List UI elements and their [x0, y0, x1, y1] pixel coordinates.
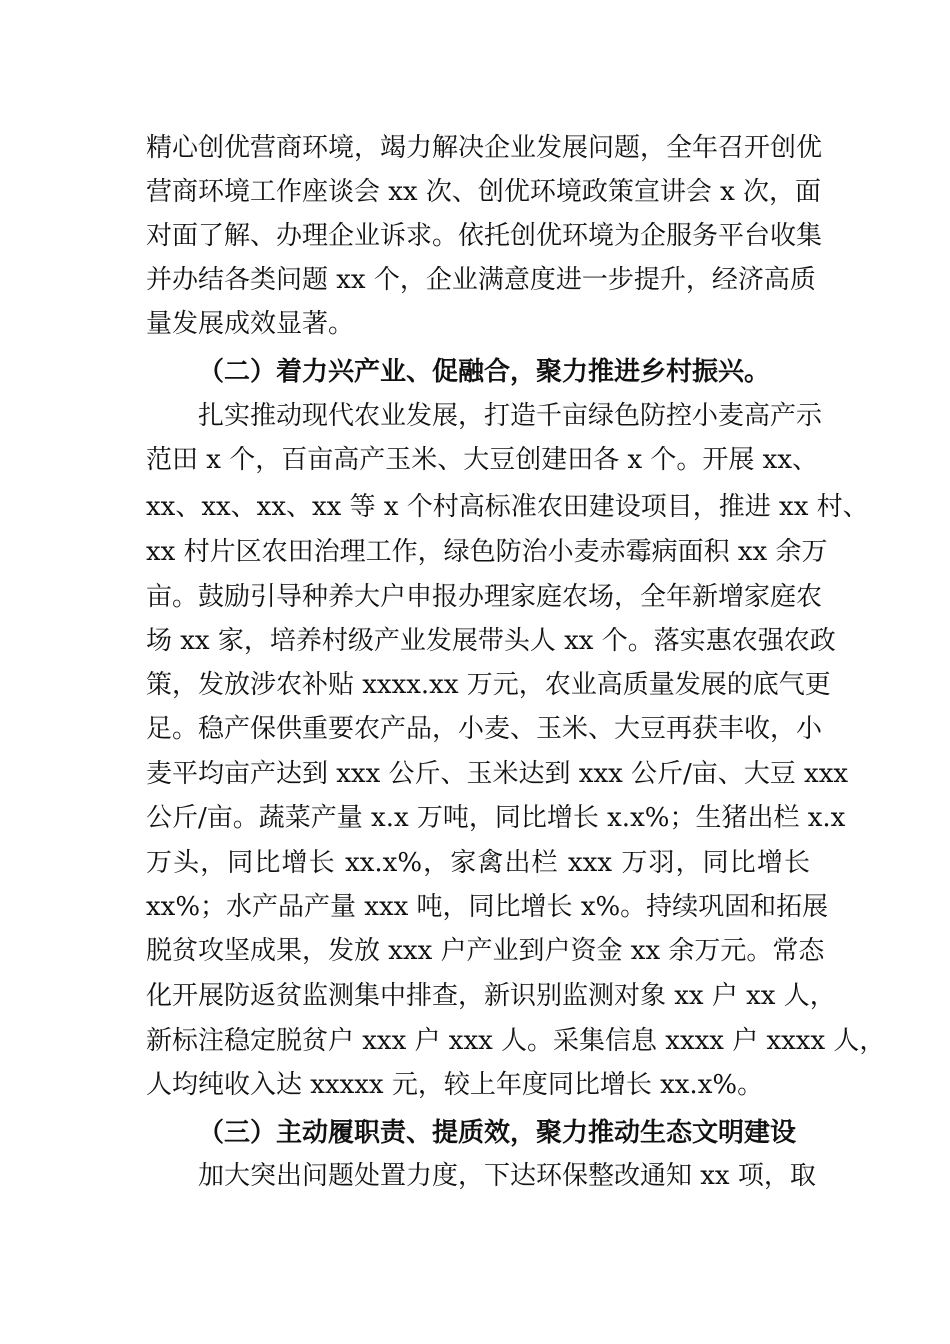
paragraph-line: 营商环境工作座谈会 xx 次、创优环境政策宣讲会 x 次，面: [146, 177, 822, 207]
paragraph-line: xx%；水产品产量 xxx 吨，同比增长 x%。持续巩固和拓展: [146, 892, 829, 922]
paragraph-line: 化开展防返贫监测集中排查，新识别监测对象 xx 户 xx 人，: [146, 981, 836, 1011]
paragraph-line: 亩。鼓励引导种养大户申报办理家庭农场，全年新增家庭农: [146, 582, 823, 612]
paragraph-line: 新标注稳定脱贫户 xxx 户 xxx 人。采集信息 xxxx 户 xxxx 人，: [146, 1026, 886, 1056]
paragraph-line: xx 村片区农田治理工作，绿色防治小麦赤霉病面积 xx 余万: [146, 537, 828, 567]
paragraph-line: 量发展成效显著。: [146, 309, 355, 339]
paragraph-line: 万头，同比增长 xx.x%，家禽出栏 xxx 万羽，同比增长: [146, 848, 810, 878]
paragraph-line: 对面了解、办理企业诉求。依托创优环境为企服务平台收集: [146, 221, 823, 251]
paragraph-line: 加大突出问题处置力度，下达环保整改通知 xx 项，取: [198, 1161, 816, 1191]
paragraph-line: 策，发放涉农补贴 xxxx.xx 万元，农业高质量发展的底气更: [146, 670, 831, 700]
section-heading: （三）主动履职责、提质效，聚力推动生态文明建设: [198, 1118, 797, 1148]
paragraph-line: xx、xx、xx、xx 等 x 个村高标准农田建设项目，推进 xx 村、: [146, 492, 869, 522]
paragraph-line: 扎实推动现代农业发展，打造千亩绿色防控小麦高产示: [198, 401, 823, 431]
paragraph-line: 范田 x 个，百亩高产玉米、大豆创建田各 x 个。开展 xx、: [146, 445, 818, 475]
paragraph-line: 公斤/亩。蔬菜产量 x.x 万吨，同比增长 x.x%；生猪出栏 x.x: [146, 803, 846, 833]
paragraph-line: 并办结各类问题 xx 个，企业满意度进一步提升，经济高质: [146, 265, 816, 295]
section-heading: （二）着力兴产业、促融合，聚力推进乡村振兴。: [198, 357, 771, 387]
paragraph-line: 人均纯收入达 xxxxx 元，较上年度同比增长 xx.x%。: [146, 1070, 764, 1100]
paragraph-line: 场 xx 家，培养村级产业发展带头人 xx 个。落实惠农强农政: [146, 626, 836, 656]
paragraph-line: 足。稳产保供重要农产品，小麦、玉米、大豆再获丰收，小: [146, 714, 823, 744]
paragraph-line: 脱贫攻坚成果，发放 xxx 户产业到户资金 xx 余万元。常态: [146, 936, 825, 966]
paragraph-line: 麦平均亩产达到 xxx 公斤、玉米达到 xxx 公斤/亩、大豆 xxx: [146, 759, 849, 789]
paragraph-line: 精心创优营商环境，竭力解决企业发展问题，全年召开创优: [146, 133, 823, 163]
